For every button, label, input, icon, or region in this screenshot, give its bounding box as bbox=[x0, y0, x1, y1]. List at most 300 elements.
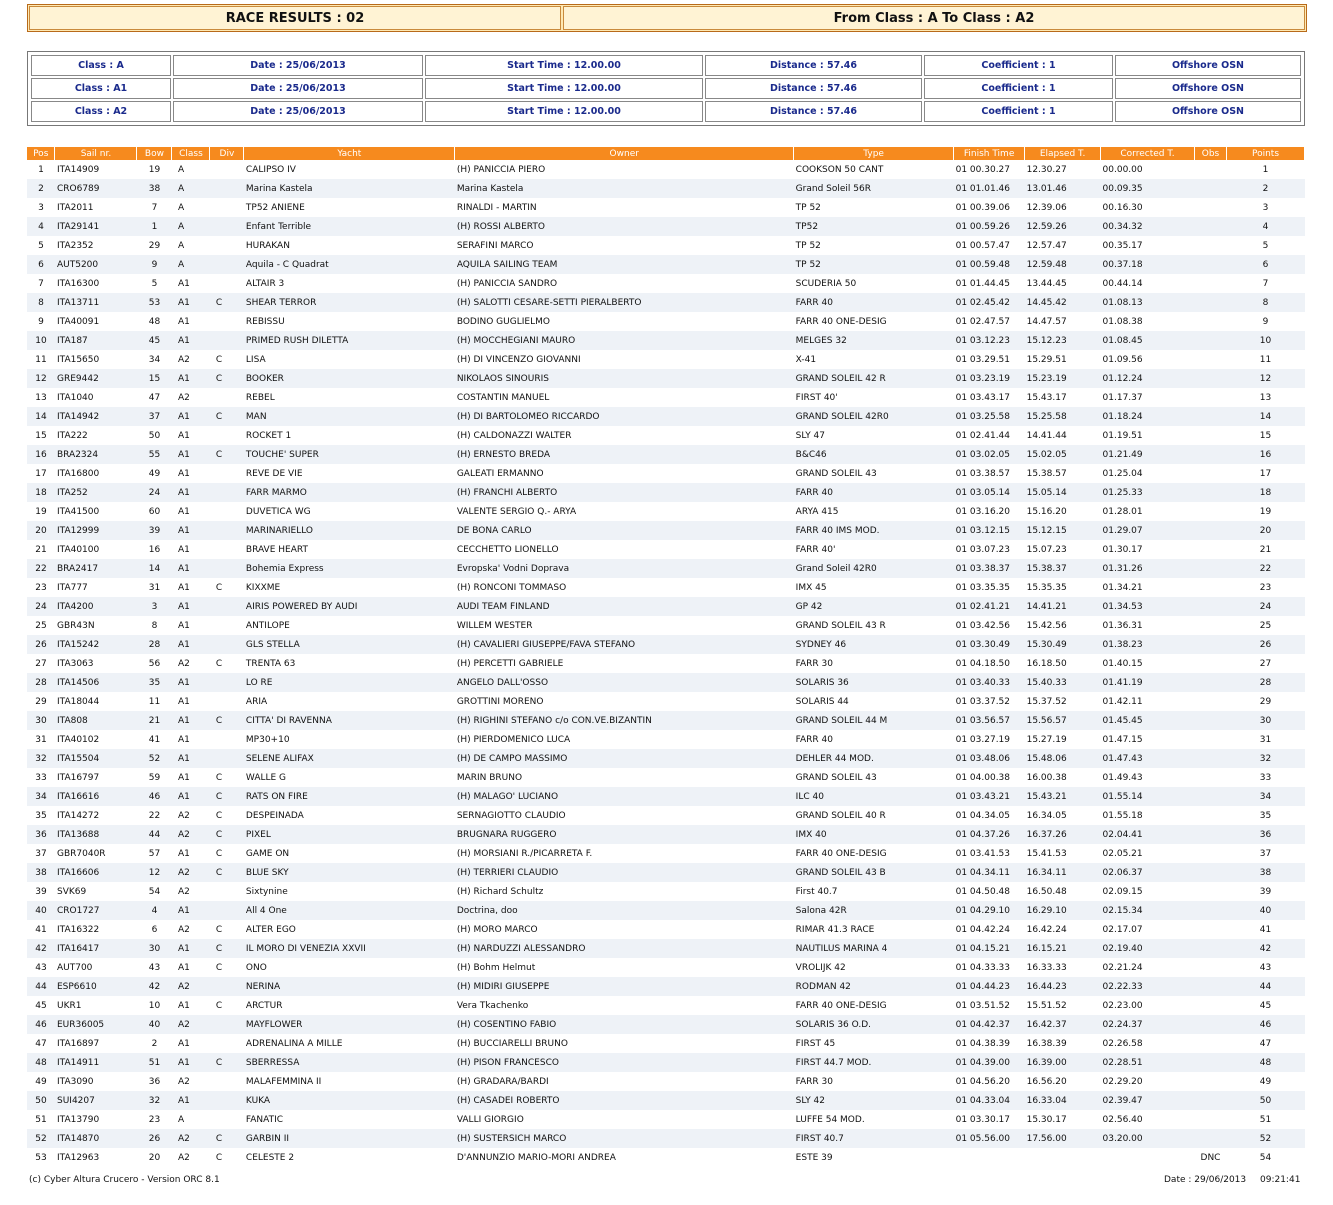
cell-type: GRAND SOLEIL 44 M bbox=[794, 711, 954, 730]
cell-cor: 02.17.07 bbox=[1102, 924, 1143, 935]
cell-pts: 48 bbox=[1226, 1053, 1304, 1072]
cell-yacht: REBISSU bbox=[245, 316, 285, 327]
info-method: Offshore OSN bbox=[1115, 101, 1301, 122]
cell-cls: A1 bbox=[172, 521, 210, 540]
table-row bbox=[27, 559, 1305, 578]
cell-obs bbox=[1195, 806, 1227, 825]
cell-bow: 34 bbox=[148, 354, 161, 365]
cell-pts: 39 bbox=[1259, 886, 1272, 897]
cell-obs bbox=[1195, 654, 1227, 673]
cell-div: C bbox=[210, 825, 244, 844]
cell-el: 12.39.06 bbox=[1026, 202, 1067, 213]
cell-pos: 51 bbox=[35, 1114, 47, 1125]
cell-yacht: BLUE SKY bbox=[244, 863, 455, 882]
cell-type: FARR 40 bbox=[795, 734, 833, 745]
cell-el: 14.41.44 bbox=[1026, 430, 1067, 441]
cell-owner: (H) TERRIERI CLAUDIO bbox=[455, 863, 794, 882]
cell-cls: A bbox=[172, 255, 210, 274]
cell-obs bbox=[1195, 483, 1227, 502]
cell-obs bbox=[1195, 1110, 1227, 1129]
cell-sail: SUI4207 bbox=[55, 1091, 137, 1110]
table-row bbox=[27, 616, 1305, 635]
cell-yacht: BRAVE HEART bbox=[245, 544, 308, 555]
cell-pts: 16 bbox=[1226, 445, 1304, 464]
cell-div bbox=[210, 388, 244, 407]
cell-fin: 01 02.45.42 bbox=[954, 293, 1025, 312]
cell-pts: 18 bbox=[1226, 483, 1304, 502]
cell-div bbox=[210, 312, 244, 331]
cell-yacht: AIRIS POWERED BY AUDI bbox=[244, 597, 455, 616]
cell-type: FARR 30 bbox=[795, 658, 833, 669]
cell-el: 12.59.26 bbox=[1025, 217, 1101, 236]
cell-el: 13.01.46 bbox=[1025, 179, 1101, 198]
cell-owner: (H) PANICCIA SANDRO bbox=[456, 278, 558, 289]
cell-cor: 01.38.23 bbox=[1101, 635, 1195, 654]
cell-pts: 9 bbox=[1262, 316, 1269, 327]
cell-el: 16.34.11 bbox=[1025, 863, 1101, 882]
cell-fin: 01 04.34.11 bbox=[954, 863, 1025, 882]
cell-sail: ITA15650 bbox=[56, 354, 100, 365]
cell-owner: (H) MIDIRI GIUSEPPE bbox=[455, 977, 794, 996]
cell-cls: A1 bbox=[172, 293, 210, 312]
cell-sail: ITA16616 bbox=[55, 787, 137, 806]
cell-owner: (H) COSENTINO FABIO bbox=[455, 1015, 794, 1034]
cell-owner: (H) BUCCIARELLI BRUNO bbox=[456, 1038, 568, 1049]
cell-bow: 12 bbox=[137, 863, 172, 882]
cell-pts: 5 bbox=[1262, 240, 1269, 251]
cell-pts: 26 bbox=[1226, 635, 1304, 654]
cell-cls: A1 bbox=[172, 369, 210, 388]
cell-fin: 01 02.41.44 bbox=[955, 430, 1011, 441]
cell-sail: ITA16417 bbox=[55, 939, 137, 958]
cell-fin: 01 03.27.19 bbox=[955, 734, 1011, 745]
cell-el: 16.42.24 bbox=[1026, 924, 1067, 935]
cell-yacht: KIXXME bbox=[245, 582, 281, 593]
cell-owner: (H) DI VINCENZO GIOVANNI bbox=[456, 354, 581, 365]
cell-fin: 01 04.56.20 bbox=[955, 1076, 1011, 1087]
cell-bow: 4 bbox=[137, 901, 172, 920]
cell-fin: 01 03.25.58 bbox=[954, 407, 1025, 426]
cell-fin: 01 03.02.05 bbox=[954, 445, 1025, 464]
cell-pos: 47 bbox=[35, 1038, 47, 1049]
cell-el: 15.37.52 bbox=[1026, 696, 1067, 707]
cell-pos: 50 bbox=[27, 1091, 55, 1110]
cell-owner: (H) DI BARTOLOMEO RICCARDO bbox=[455, 407, 794, 426]
cell-el: 16.44.23 bbox=[1025, 977, 1101, 996]
cell-type: Grand Soleil 42R0 bbox=[794, 559, 954, 578]
info-date: Date : 25/06/2013 bbox=[173, 78, 423, 99]
cell-fin: 01 04.42.24 bbox=[955, 924, 1011, 935]
cell-bow: 55 bbox=[137, 445, 172, 464]
cell-fin: 01 04.00.38 bbox=[955, 772, 1011, 783]
cell-cls: A1 bbox=[177, 734, 190, 745]
cell-cor: 01.08.38 bbox=[1102, 316, 1143, 327]
cell-cls: A1 bbox=[172, 939, 210, 958]
table-row bbox=[27, 882, 1305, 901]
cell-el: 15.07.23 bbox=[1026, 544, 1067, 555]
cell-obs bbox=[1195, 540, 1227, 559]
table-row bbox=[27, 863, 1305, 882]
cell-pos: 4 bbox=[27, 217, 55, 236]
cell-obs bbox=[1195, 920, 1227, 939]
race-title: RACE RESULTS : 02 bbox=[29, 6, 561, 30]
cell-owner: (H) MALAGO' LUCIANO bbox=[455, 787, 794, 806]
cell-sail: ITA14942 bbox=[55, 407, 137, 426]
cell-div: C bbox=[215, 924, 223, 935]
cell-type: Grand Soleil 56R bbox=[794, 179, 954, 198]
cell-owner: (H) Richard Schultz bbox=[456, 886, 544, 897]
cell-owner: (H) CALDONAZZI WALTER bbox=[456, 430, 572, 441]
cell-obs bbox=[1195, 844, 1227, 863]
cell-obs bbox=[1195, 616, 1227, 635]
cell-obs bbox=[1195, 1091, 1227, 1110]
cell-fin: 01 00.30.27 bbox=[955, 164, 1011, 175]
cell-sail: ITA808 bbox=[55, 711, 137, 730]
cell-div: C bbox=[210, 939, 244, 958]
cell-yacht: MP30+10 bbox=[245, 734, 290, 745]
table-row bbox=[27, 426, 1305, 445]
cell-div bbox=[210, 217, 244, 236]
cell-type: DEHLER 44 MOD. bbox=[794, 749, 954, 768]
cell-fin: 01 03.40.33 bbox=[954, 673, 1025, 692]
column-header: Type bbox=[794, 147, 954, 160]
cell-type: SOLARIS 36 bbox=[794, 673, 954, 692]
cell-type: FARR 40 ONE-DESIG bbox=[795, 316, 887, 327]
table-row bbox=[27, 1034, 1305, 1053]
cell-bow: 36 bbox=[148, 1076, 161, 1087]
cell-cls: A bbox=[177, 1114, 185, 1125]
cell-fin: 01 03.30.49 bbox=[954, 635, 1025, 654]
column-header: Elapsed T. bbox=[1025, 147, 1101, 160]
cell-div bbox=[210, 274, 244, 293]
cell-fin: 01 01.44.45 bbox=[955, 278, 1011, 289]
cell-pts: 32 bbox=[1226, 749, 1304, 768]
cell-el: 16.56.20 bbox=[1026, 1076, 1067, 1087]
cell-bow: 3 bbox=[137, 597, 172, 616]
table-row bbox=[27, 977, 1305, 996]
cell-fin: 01 03.16.20 bbox=[955, 506, 1011, 517]
cell-pos: 36 bbox=[27, 825, 55, 844]
cell-sail: ITA16322 bbox=[56, 924, 100, 935]
cell-yacht: BOOKER bbox=[244, 369, 455, 388]
cell-cor: 01.34.53 bbox=[1101, 597, 1195, 616]
cell-pos: 28 bbox=[27, 673, 55, 692]
cell-obs bbox=[1195, 863, 1227, 882]
cell-pos: 27 bbox=[35, 658, 47, 669]
table-row bbox=[27, 255, 1305, 274]
cell-obs bbox=[1195, 711, 1227, 730]
cell-pos: 24 bbox=[27, 597, 55, 616]
cell-yacht: DUVETICA WG bbox=[245, 506, 311, 517]
cell-bow: 28 bbox=[137, 635, 172, 654]
cell-div: C bbox=[210, 787, 244, 806]
cell-owner: (H) CAVALIERI GIUSEPPE/FAVA STEFANO bbox=[455, 635, 794, 654]
footer-credit: (c) Cyber Altura Crucero - Version ORC 8.1 bbox=[29, 1175, 220, 1185]
cell-yacht: WALLE G bbox=[245, 772, 287, 783]
cell-sail: CRO1727 bbox=[55, 901, 137, 920]
cell-el: 16.37.26 bbox=[1025, 825, 1101, 844]
cell-cls: A2 bbox=[172, 977, 210, 996]
cell-cor bbox=[1101, 1148, 1195, 1167]
table-row bbox=[27, 369, 1305, 388]
cell-cls: A2 bbox=[177, 886, 190, 897]
cell-bow: 21 bbox=[137, 711, 172, 730]
cell-sail: UKR1 bbox=[56, 1000, 82, 1011]
cell-owner: DE BONA CARLO bbox=[455, 521, 794, 540]
cell-el: 16.00.38 bbox=[1026, 772, 1067, 783]
cell-el: 15.12.15 bbox=[1025, 521, 1101, 540]
cell-el: 15.23.19 bbox=[1025, 369, 1101, 388]
cell-pos: 15 bbox=[35, 430, 47, 441]
column-header: Bow bbox=[137, 147, 172, 160]
cell-el: 15.05.14 bbox=[1025, 483, 1101, 502]
cell-cls: A1 bbox=[177, 772, 190, 783]
table-row bbox=[27, 692, 1305, 711]
column-header: Corrected T. bbox=[1101, 147, 1195, 160]
info-class: Class : A2 bbox=[31, 101, 171, 122]
cell-fin: 01 03.43.17 bbox=[955, 392, 1011, 403]
cell-cor: 01.12.24 bbox=[1101, 369, 1195, 388]
cell-bow: 1 bbox=[137, 217, 172, 236]
table-row bbox=[27, 331, 1305, 350]
cell-bow: 45 bbox=[137, 331, 172, 350]
cell-owner: RINALDI - MARTIN bbox=[456, 202, 537, 213]
cell-type: GRAND SOLEIL 43 bbox=[795, 468, 877, 479]
cell-type: GRAND SOLEIL 43 R bbox=[795, 620, 886, 631]
cell-cls: A2 bbox=[177, 354, 190, 365]
cell-bow: 43 bbox=[148, 962, 161, 973]
table-row bbox=[27, 160, 1305, 179]
cell-sail: ITA13790 bbox=[56, 1114, 100, 1125]
table-row bbox=[27, 958, 1305, 977]
cell-pts: 34 bbox=[1226, 787, 1304, 806]
cell-cor: 00.16.30 bbox=[1102, 202, 1143, 213]
cell-cls: A2 bbox=[177, 1152, 190, 1163]
cell-bow: 15 bbox=[137, 369, 172, 388]
cell-type: GRAND SOLEIL 43 bbox=[795, 772, 877, 783]
cell-fin: 01 04.33.04 bbox=[954, 1091, 1025, 1110]
cell-pts: 1 bbox=[1262, 164, 1269, 175]
cell-cor: 01.49.43 bbox=[1102, 772, 1143, 783]
cell-cls: A1 bbox=[177, 1038, 190, 1049]
cell-el: 15.38.37 bbox=[1025, 559, 1101, 578]
cell-obs bbox=[1195, 825, 1227, 844]
cell-owner: (H) RONCONI TOMMASO bbox=[456, 582, 567, 593]
cell-cor: 01.29.07 bbox=[1101, 521, 1195, 540]
cell-yacht: TP52 ANIENE bbox=[245, 202, 305, 213]
cell-fin: 01 03.12.15 bbox=[954, 521, 1025, 540]
cell-el: 16.29.10 bbox=[1025, 901, 1101, 920]
cell-pos: 6 bbox=[27, 255, 55, 274]
cell-pos: 14 bbox=[27, 407, 55, 426]
cell-yacht: SELENE ALIFAX bbox=[244, 749, 455, 768]
cell-obs bbox=[1195, 426, 1227, 445]
footer-date: Date : 29/06/2013 bbox=[1164, 1175, 1247, 1185]
cell-bow: 57 bbox=[148, 848, 161, 859]
info-method: Offshore OSN bbox=[1115, 78, 1301, 99]
cell-type: SOLARIS 36 O.D. bbox=[794, 1015, 954, 1034]
cell-yacht: REBEL bbox=[245, 392, 275, 403]
cell-type: TP 52 bbox=[794, 255, 954, 274]
cell-cor: 02.22.33 bbox=[1101, 977, 1195, 996]
cell-fin: 01 01.01.46 bbox=[954, 179, 1025, 198]
cell-sail: ITA16606 bbox=[55, 863, 137, 882]
cell-fin: 01 04.15.21 bbox=[954, 939, 1025, 958]
cell-pts: 12 bbox=[1226, 369, 1304, 388]
info-class: Class : A bbox=[31, 55, 171, 76]
cell-yacht: ARIA bbox=[245, 696, 268, 707]
cell-el: 16.15.21 bbox=[1025, 939, 1101, 958]
cell-pos: 32 bbox=[27, 749, 55, 768]
cell-el: 15.51.52 bbox=[1026, 1000, 1067, 1011]
cell-bow: 11 bbox=[148, 696, 161, 707]
cell-sail: ITA187 bbox=[55, 331, 137, 350]
info-coefficient: Coefficient : 1 bbox=[924, 55, 1113, 76]
cell-owner: BODINO GUGLIELMO bbox=[456, 316, 550, 327]
cell-pts: 50 bbox=[1226, 1091, 1304, 1110]
cell-type: MELGES 32 bbox=[794, 331, 954, 350]
cell-cor: 01.17.37 bbox=[1102, 392, 1143, 403]
table-row bbox=[27, 1015, 1305, 1034]
cell-pts: 28 bbox=[1226, 673, 1304, 692]
cell-sail: ITA16300 bbox=[56, 278, 100, 289]
cell-div bbox=[210, 179, 244, 198]
cell-bow: 48 bbox=[148, 316, 161, 327]
cell-pos: 34 bbox=[27, 787, 55, 806]
cell-el: 16.33.33 bbox=[1026, 962, 1067, 973]
cell-obs bbox=[1195, 331, 1227, 350]
cell-type: GP 42 bbox=[794, 597, 954, 616]
cell-owner: MARIN BRUNO bbox=[456, 772, 523, 783]
cell-owner: (H) MORO MARCO bbox=[456, 924, 538, 935]
cell-pos: 23 bbox=[35, 582, 47, 593]
cell-fin: 01 04.39.00 bbox=[954, 1053, 1025, 1072]
cell-fin: 01 04.44.23 bbox=[954, 977, 1025, 996]
cell-bow: 51 bbox=[137, 1053, 172, 1072]
cell-bow: 41 bbox=[148, 734, 161, 745]
table-row bbox=[27, 996, 1305, 1015]
cell-pts: 8 bbox=[1226, 293, 1304, 312]
table-row bbox=[27, 597, 1305, 616]
cell-owner: (H) DE CAMPO MASSIMO bbox=[455, 749, 794, 768]
cell-obs bbox=[1195, 901, 1227, 920]
cell-obs bbox=[1195, 160, 1227, 179]
cell-bow: 7 bbox=[151, 202, 158, 213]
cell-type: FARR 40 bbox=[794, 293, 954, 312]
cell-cls: A1 bbox=[172, 597, 210, 616]
cell-yacht: REVE DE VIE bbox=[245, 468, 303, 479]
cell-cor: 02.26.58 bbox=[1102, 1038, 1143, 1049]
info-class: Class : A1 bbox=[31, 78, 171, 99]
cell-pos: 12 bbox=[27, 369, 55, 388]
cell-pts: 49 bbox=[1259, 1076, 1272, 1087]
cell-el: 15.48.06 bbox=[1025, 749, 1101, 768]
cell-yacht: NERINA bbox=[244, 977, 455, 996]
cell-bow: 9 bbox=[137, 255, 172, 274]
results-table bbox=[27, 147, 1305, 1167]
cell-el: 15.30.17 bbox=[1026, 1114, 1067, 1125]
cell-el: 13.44.45 bbox=[1026, 278, 1067, 289]
cell-cor: 00.35.17 bbox=[1102, 240, 1143, 251]
cell-cls: A1 bbox=[177, 582, 190, 593]
cell-cls: A1 bbox=[177, 468, 190, 479]
cell-obs bbox=[1195, 635, 1227, 654]
cell-bow: 60 bbox=[148, 506, 161, 517]
cell-sail: ITA12999 bbox=[55, 521, 137, 540]
cell-pts: 42 bbox=[1226, 939, 1304, 958]
cell-pts: 30 bbox=[1226, 711, 1304, 730]
cell-owner: GALEATI ERMANNO bbox=[456, 468, 544, 479]
cell-fin: 01 03.43.21 bbox=[954, 787, 1025, 806]
cell-bow: 26 bbox=[137, 1129, 172, 1148]
cell-pos: 43 bbox=[35, 962, 47, 973]
cell-yacht: HURAKAN bbox=[245, 240, 290, 251]
cell-cor: 02.56.40 bbox=[1102, 1114, 1143, 1125]
cell-yacht: RATS ON FIRE bbox=[244, 787, 455, 806]
cell-obs bbox=[1195, 388, 1227, 407]
cell-cor: 01.40.15 bbox=[1102, 658, 1143, 669]
table-row bbox=[27, 1110, 1305, 1129]
cell-cor: 01.18.24 bbox=[1101, 407, 1195, 426]
cell-obs bbox=[1195, 274, 1227, 293]
cell-obs bbox=[1195, 673, 1227, 692]
column-header: Pos bbox=[27, 147, 55, 160]
cell-pts: 4 bbox=[1226, 217, 1304, 236]
cell-yacht: ARCTUR bbox=[245, 1000, 283, 1011]
cell-fin: 01 03.29.51 bbox=[955, 354, 1011, 365]
table-row bbox=[27, 350, 1305, 369]
column-header: Owner bbox=[455, 147, 794, 160]
table-row bbox=[27, 901, 1305, 920]
cell-cls: A1 bbox=[177, 848, 190, 859]
cell-yacht: PIXEL bbox=[244, 825, 455, 844]
table-row bbox=[27, 825, 1305, 844]
cell-bow: 24 bbox=[137, 483, 172, 502]
cell-div bbox=[210, 483, 244, 502]
cell-div: C bbox=[215, 1000, 223, 1011]
cell-owner: (H) Bohm Helmut bbox=[456, 962, 536, 973]
cell-pos: 5 bbox=[38, 240, 44, 251]
cell-yacht: CITTA' DI RAVENNA bbox=[244, 711, 455, 730]
cell-sail: ITA40100 bbox=[56, 544, 100, 555]
class-range: From Class : A To Class : A2 bbox=[563, 6, 1305, 30]
cell-cor: 01.34.21 bbox=[1102, 582, 1143, 593]
cell-cls: A2 bbox=[172, 825, 210, 844]
cell-cls: A2 bbox=[172, 863, 210, 882]
cell-owner: NIKOLAOS SINOURIS bbox=[455, 369, 794, 388]
cell-pts: 15 bbox=[1259, 430, 1272, 441]
cell-pts: 31 bbox=[1259, 734, 1272, 745]
cell-bow: 35 bbox=[137, 673, 172, 692]
cell-type: FARR 40 ONE-DESIG bbox=[795, 1000, 887, 1011]
cell-pts: 35 bbox=[1259, 810, 1272, 821]
column-header: Div bbox=[210, 147, 244, 160]
cell-cls: A1 bbox=[172, 407, 210, 426]
cell-yacht: FANATIC bbox=[245, 1114, 284, 1125]
cell-owner: Evropska' Vodni Doprava bbox=[455, 559, 794, 578]
cell-pts: 14 bbox=[1226, 407, 1304, 426]
cell-fin: 01 03.48.06 bbox=[954, 749, 1025, 768]
cell-fin: 01 03.37.52 bbox=[955, 696, 1011, 707]
cell-fin: 01 03.51.52 bbox=[955, 1000, 1011, 1011]
cell-div bbox=[210, 597, 244, 616]
cell-sail: ITA12963 bbox=[56, 1152, 100, 1163]
cell-owner: CECCHETTO LIONELLO bbox=[456, 544, 559, 555]
cell-bow: 10 bbox=[148, 1000, 161, 1011]
cell-owner: VALLI GIORGIO bbox=[456, 1114, 524, 1125]
cell-sail: ITA14272 bbox=[56, 810, 100, 821]
cell-bow: 30 bbox=[137, 939, 172, 958]
